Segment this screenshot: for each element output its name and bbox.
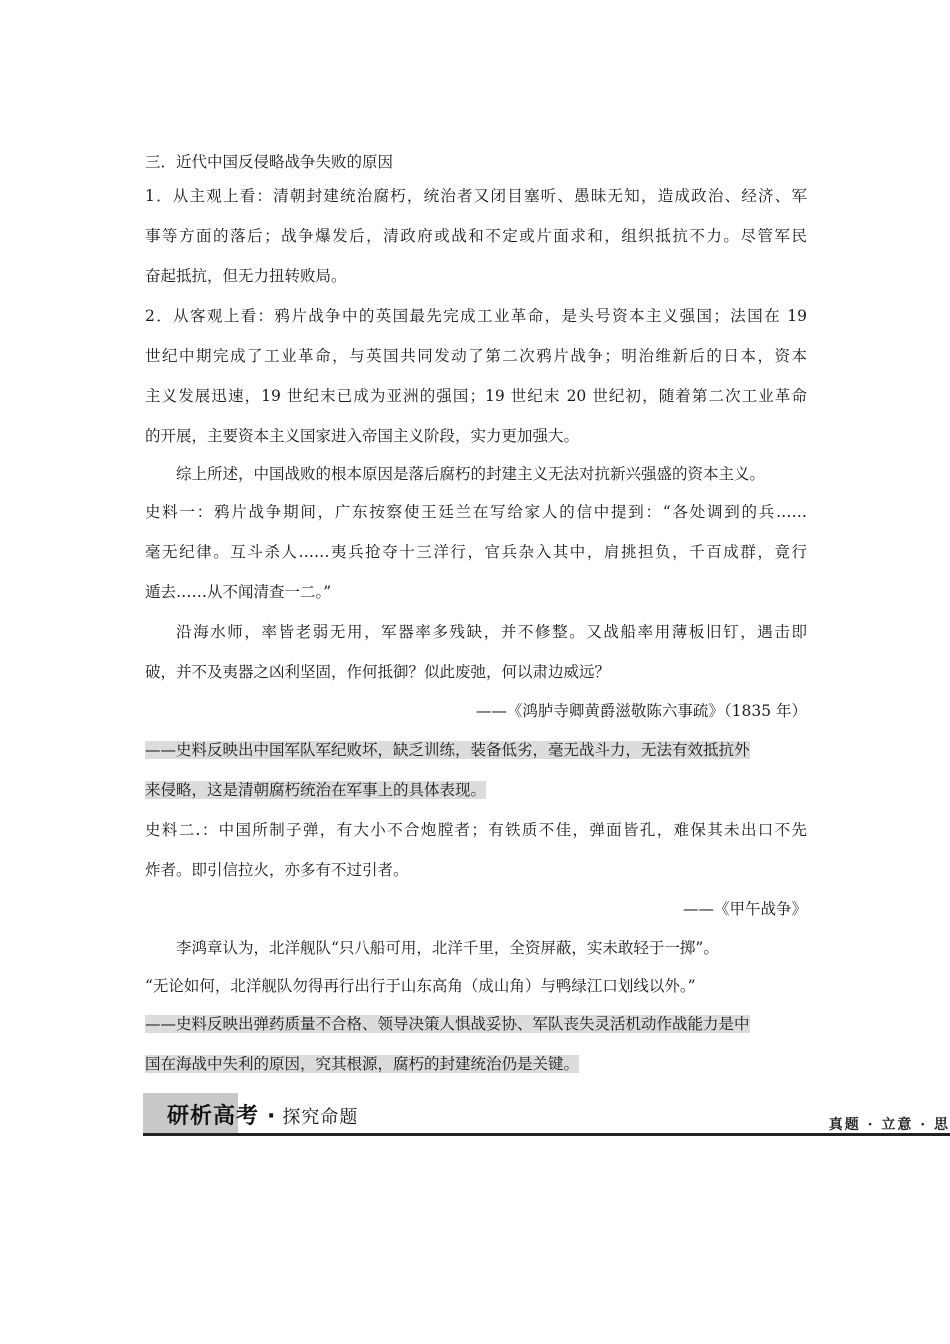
point-1-line: 事等方面的落后；战争爆发后，清政府或战和不定或片面求和，组织抵抗不力。尽管军民 bbox=[145, 227, 807, 245]
point-2-line: 世纪中期完成了工业革命，与英国共同发动了第二次鸦片战争；明治维新后的日本，资本 bbox=[145, 347, 807, 365]
footer-separator: · bbox=[267, 1104, 277, 1129]
footer-subtitle: 探究命题 bbox=[282, 1107, 359, 1128]
source-2-line: 史料二.：中国所制子弹，有大小不合炮膛者；有铁质不佳，弹面皆孔，难保其未出口不先 bbox=[145, 821, 807, 839]
source-2-block bbox=[145, 810, 807, 1084]
source-2-analysis-text: 国在海战中失利的原因，究其根源，腐朽的封建统治仍是关键。 bbox=[145, 1055, 580, 1073]
source-1-line: 史料一：鸦片战争期间，广东按察使王廷兰在写给家人的信中提到：“各处调到的兵…… bbox=[145, 503, 807, 521]
section-title: 三．近代中国反侵略战争失败的原因 bbox=[145, 153, 394, 171]
point-2-line: 的开展，主要资本主义国家进入帝国主义阶段，实力更加强大。 bbox=[145, 427, 580, 445]
summary-paragraph: 综上所述，中国战败的根本原因是落后腐朽的封建主义无法对抗新兴强盛的资本主义。 bbox=[176, 465, 766, 483]
source-2-analysis-line bbox=[145, 1044, 807, 1084]
source-2-analysis-line bbox=[145, 1004, 807, 1044]
source-2-quote-line: “无论如何，北洋舰队勿得再行出行于山东高角（成山角）与鸭绿江口划线以外。” bbox=[145, 977, 696, 995]
point-1-line: 奋起抵抗，但无力扭转败局。 bbox=[145, 267, 347, 285]
source-1-analysis-line bbox=[145, 770, 807, 810]
source-2-quote-line: 李鸿章认为，北洋舰队“只八船可用，北洋千里，全资屏蔽，实未敢轻于一掷”。 bbox=[176, 939, 719, 957]
source-1-quote-line: 沿海水师，率皆老弱无用，军器率多残缺，并不修整。又战船率用薄板旧钉，遇击即 bbox=[176, 623, 807, 641]
section-footer-banner bbox=[143, 1093, 950, 1139]
point-1-paragraph bbox=[145, 176, 807, 296]
source-2-citation: ——《甲午战争》 bbox=[682, 900, 807, 918]
source-1-line: 毫无纪律。互斗杀人……夷兵抢夺十三洋行，官兵杂入其中，肩挑担负，千百成群，竟行 bbox=[145, 543, 807, 561]
footer-divider bbox=[143, 1133, 950, 1136]
source-2-analysis-text: ——史料反映出弹药质量不合格、领导决策人惧战妥协、军队丧失灵活机动作战能力是中 bbox=[145, 1015, 750, 1033]
point-2-paragraph bbox=[145, 296, 807, 456]
source-1-quote-line: 破，并不及夷器之凶利坚固，作何抵御？似此废弛，何以肃边威远？ bbox=[145, 663, 611, 681]
source-1-analysis-line bbox=[145, 730, 807, 770]
point-1-line: 1．从主观上看：清朝封建统治腐朽，统治者又闭目塞听、愚昧无知，造成政治、经济、军 bbox=[145, 187, 807, 205]
source-1-citation: ——《鸿胪寺卿黄爵滋敬陈六事疏》（1835 年） bbox=[475, 702, 807, 720]
footer-right-text: 真题 · 立意 · 思 bbox=[828, 1117, 950, 1133]
point-2-line: 2．从客观上看：鸦片战争中的英国最先完成工业革命，是头号资本主义强国；法国在 19 bbox=[145, 307, 807, 325]
source-1-analysis-text: 来侵略，这是清朝腐朽统治在军事上的具体表现。 bbox=[145, 781, 487, 799]
source-2-line: 炸者。即引信拉火，亦多有不过引者。 bbox=[145, 861, 409, 879]
footer-title: 研析高考 bbox=[167, 1104, 260, 1129]
source-1-line: 遁去……从不闻清查一二。” bbox=[145, 583, 332, 601]
source-1-analysis-text: ——史料反映出中国军队军纪败坏，缺乏训练，装备低劣，毫无战斗力，无法有效抵抗外 bbox=[145, 741, 750, 759]
footer-heading bbox=[167, 1099, 358, 1130]
point-2-line: 主义发展迅速，19 世纪末已成为亚洲的强国；19 世纪末 20 世纪初，随着第二次工业革命 bbox=[145, 387, 807, 405]
document-body bbox=[145, 148, 807, 1084]
source-1-block bbox=[145, 492, 807, 810]
